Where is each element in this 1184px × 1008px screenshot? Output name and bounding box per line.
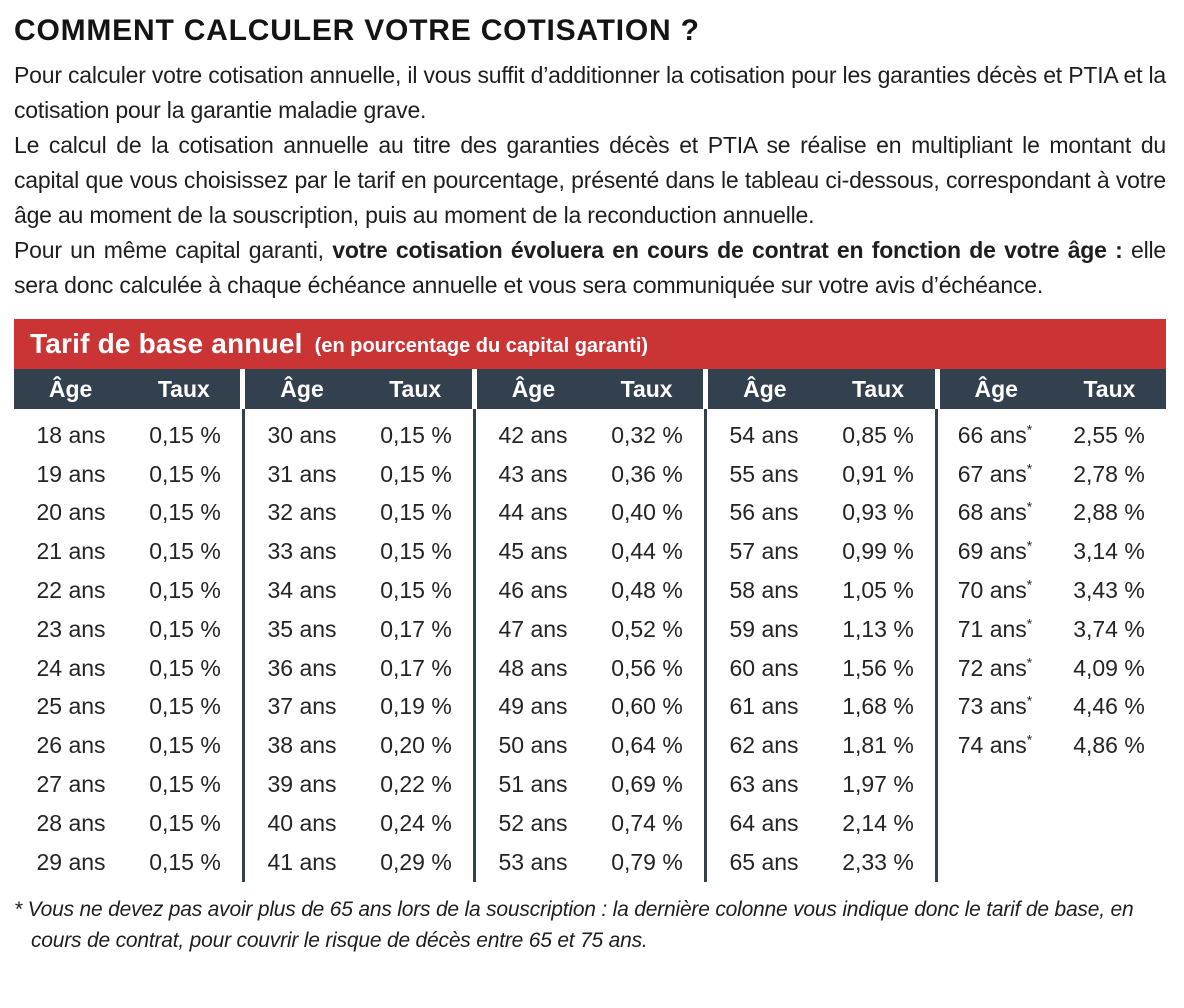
age-cell: 49 ans bbox=[498, 693, 568, 720]
age-cell: 72 ans* bbox=[957, 654, 1033, 681]
rate-cell: 3,74 % bbox=[1073, 615, 1145, 642]
footnote: * Vous ne devez pas avoir plus de 65 ans lors de la souscription : la dernière colonne vous indique donc le tarif de base, en cours de contrat, pour couvrir le risque de décès entre 65 et 75 ans. bbox=[14, 897, 1134, 952]
rate-cell: 2,88 % bbox=[1073, 499, 1145, 526]
rate-cell: 0,15 % bbox=[380, 460, 452, 487]
col-header-rate: Taux bbox=[620, 375, 673, 402]
age-cell: 48 ans bbox=[498, 654, 568, 681]
age-cell: 30 ans bbox=[267, 421, 337, 448]
col-header-rate: Taux bbox=[1083, 375, 1136, 402]
col-header-age: Âge bbox=[743, 375, 787, 402]
rate-cell: 4,46 % bbox=[1073, 693, 1145, 720]
rate-cell: 0,15 % bbox=[149, 577, 221, 604]
table-row bbox=[245, 532, 473, 571]
table-row bbox=[938, 571, 1166, 610]
rate-cell: 0,32 % bbox=[611, 421, 683, 448]
header-group-5 bbox=[935, 369, 1166, 409]
age-cell: 58 ans bbox=[729, 577, 799, 604]
age-cell: 41 ans bbox=[267, 848, 337, 875]
table-row bbox=[476, 688, 704, 727]
table-row bbox=[245, 494, 473, 533]
footnote-star: * bbox=[1026, 692, 1033, 709]
table-row bbox=[245, 688, 473, 727]
age-cell: 52 ans bbox=[498, 809, 568, 836]
age-cell: 27 ans bbox=[36, 771, 106, 798]
age-cell: 62 ans bbox=[729, 732, 799, 759]
table-row bbox=[14, 649, 242, 688]
page-title: COMMENT CALCULER VOTRE COTISATION ? bbox=[14, 14, 700, 47]
rate-cell: 0,15 % bbox=[380, 538, 452, 565]
age-cell: 18 ans bbox=[36, 421, 106, 448]
header-group-2 bbox=[240, 369, 471, 409]
footnote-star: * bbox=[1026, 460, 1033, 477]
table-row bbox=[476, 843, 704, 882]
table-row bbox=[14, 494, 242, 533]
rate-cell: 0,15 % bbox=[149, 848, 221, 875]
footnote-star: * bbox=[1026, 576, 1033, 593]
rate-cell: 0,17 % bbox=[380, 615, 452, 642]
age-cell: 60 ans bbox=[729, 654, 799, 681]
age-cell: 74 ans* bbox=[957, 731, 1033, 759]
rate-cell: 0,56 % bbox=[611, 654, 683, 681]
age-cell: 47 ans bbox=[498, 615, 568, 642]
table-row bbox=[938, 532, 1166, 571]
table-row bbox=[245, 610, 473, 649]
table-row bbox=[938, 494, 1166, 533]
table-row bbox=[938, 649, 1166, 688]
rate-cell: 1,13 % bbox=[842, 615, 914, 642]
age-cell: 44 ans bbox=[498, 499, 568, 526]
table-row bbox=[707, 765, 935, 804]
table-row bbox=[707, 455, 935, 494]
paragraph3-bold: votre cotisation évoluera en cours de contrat en fonction de votre âge : bbox=[332, 237, 1123, 263]
age-cell: 56 ans bbox=[729, 499, 799, 526]
age-cell: 57 ans bbox=[729, 538, 799, 565]
rate-cell: 1,81 % bbox=[842, 732, 914, 759]
rate-cell: 0,15 % bbox=[149, 771, 221, 798]
table-row bbox=[14, 804, 242, 843]
table-row bbox=[476, 455, 704, 494]
rate-cell: 0,48 % bbox=[611, 577, 683, 604]
col-header-rate: Taux bbox=[389, 375, 442, 402]
age-cell: 70 ans* bbox=[957, 576, 1033, 604]
rate-cell: 0,40 % bbox=[611, 499, 683, 526]
table-row bbox=[707, 416, 935, 455]
age-cell: 55 ans bbox=[729, 460, 799, 487]
table-group-3 bbox=[473, 409, 704, 882]
table-row bbox=[938, 455, 1166, 494]
rate-cell: 4,86 % bbox=[1073, 732, 1145, 759]
table-row bbox=[245, 843, 473, 882]
intro-paragraph-3 bbox=[14, 233, 1166, 303]
table-row bbox=[14, 610, 242, 649]
table-row bbox=[14, 571, 242, 610]
age-cell: 71 ans* bbox=[957, 615, 1033, 642]
age-cell: 32 ans bbox=[267, 499, 337, 526]
col-header-age: Âge bbox=[974, 375, 1018, 402]
table-subtitle: (en pourcentage du capital garanti) bbox=[314, 334, 649, 357]
col-header-age: Âge bbox=[511, 375, 556, 402]
footnote-star: * bbox=[1026, 421, 1033, 438]
table-group-1 bbox=[14, 409, 242, 882]
table-row bbox=[14, 455, 242, 494]
table-header-row bbox=[14, 369, 1166, 409]
age-cell: 21 ans bbox=[36, 538, 106, 565]
table-row bbox=[14, 532, 242, 571]
age-cell: 26 ans bbox=[36, 732, 106, 759]
age-cell: 25 ans bbox=[36, 693, 106, 720]
footnote-star: * bbox=[1026, 537, 1033, 554]
age-cell: 59 ans bbox=[729, 615, 799, 642]
rate-cell: 0,19 % bbox=[380, 693, 452, 720]
table-group-2 bbox=[242, 409, 473, 882]
age-cell: 40 ans bbox=[267, 809, 337, 836]
rate-cell: 2,14 % bbox=[842, 809, 914, 836]
header-group-3 bbox=[472, 369, 703, 409]
table-group-5 bbox=[935, 409, 1166, 882]
table-row bbox=[476, 571, 704, 610]
rate-cell: 0,15 % bbox=[149, 538, 221, 565]
rate-cell: 0,60 % bbox=[611, 693, 683, 720]
age-cell: 19 ans bbox=[36, 460, 106, 487]
table-row bbox=[476, 765, 704, 804]
table-row bbox=[245, 416, 473, 455]
table-row bbox=[707, 726, 935, 765]
rate-cell: 0,15 % bbox=[149, 654, 221, 681]
table-row bbox=[938, 610, 1166, 649]
rate-cell: 0,17 % bbox=[380, 654, 452, 681]
intro-paragraph-2: Le calcul de la cotisation annuelle au titre des garanties décès et PTIA se réalise en multipliant le montant du capital que vous choisissez par le tarif en pourcentage, présenté dans le tableau ci-dessous, correspondant à votre âge au moment de la souscription, puis au moment de la reconduction annuelle. bbox=[14, 132, 1166, 228]
age-cell: 34 ans bbox=[267, 577, 337, 604]
age-cell: 53 ans bbox=[498, 848, 568, 875]
rate-cell: 1,56 % bbox=[842, 654, 914, 681]
age-cell: 50 ans bbox=[498, 732, 568, 759]
age-cell: 64 ans bbox=[729, 809, 799, 836]
rate-cell: 0,15 % bbox=[380, 577, 452, 604]
age-cell: 24 ans bbox=[36, 654, 106, 681]
header-group-4 bbox=[703, 369, 934, 409]
table-row bbox=[707, 843, 935, 882]
age-cell: 73 ans* bbox=[957, 692, 1033, 720]
rate-cell: 0,22 % bbox=[380, 771, 452, 798]
table-row bbox=[14, 726, 242, 765]
table-row bbox=[707, 494, 935, 533]
rate-cell: 0,29 % bbox=[380, 848, 452, 875]
table-group-4 bbox=[704, 409, 935, 882]
table-row bbox=[476, 649, 704, 688]
rate-cell: 0,79 % bbox=[611, 848, 683, 875]
age-cell: 65 ans bbox=[729, 848, 799, 875]
rate-cell: 0,69 % bbox=[611, 771, 683, 798]
age-cell: 28 ans bbox=[36, 809, 106, 836]
tariff-table bbox=[14, 319, 1166, 882]
age-cell: 66 ans* bbox=[957, 421, 1033, 448]
paragraph3-start: Pour un même capital garanti, bbox=[14, 237, 333, 263]
rate-cell: 0,85 % bbox=[842, 421, 914, 448]
footnote-star: * bbox=[1026, 615, 1033, 632]
table-row bbox=[476, 804, 704, 843]
table-row bbox=[14, 843, 242, 882]
table-row bbox=[707, 804, 935, 843]
footnote-star: * bbox=[1026, 731, 1033, 748]
rate-cell: 0,15 % bbox=[149, 460, 221, 487]
table-row bbox=[14, 765, 242, 804]
age-cell: 23 ans bbox=[36, 615, 106, 642]
rate-cell: 0,93 % bbox=[842, 499, 914, 526]
age-cell: 43 ans bbox=[498, 460, 568, 487]
rate-cell: 0,15 % bbox=[149, 421, 221, 448]
rate-cell: 3,14 % bbox=[1073, 538, 1145, 565]
table-row bbox=[707, 571, 935, 610]
rate-cell: 0,15 % bbox=[149, 499, 221, 526]
age-cell: 33 ans bbox=[267, 538, 337, 565]
table-row bbox=[938, 416, 1166, 455]
header-group-1 bbox=[14, 369, 240, 409]
rate-cell: 1,97 % bbox=[842, 771, 914, 798]
table-row bbox=[245, 765, 473, 804]
rate-cell: 1,68 % bbox=[842, 693, 914, 720]
rate-cell: 0,52 % bbox=[611, 615, 683, 642]
age-cell: 39 ans bbox=[267, 771, 337, 798]
rate-cell: 0,24 % bbox=[380, 809, 452, 836]
age-cell: 69 ans* bbox=[957, 537, 1033, 565]
table-row bbox=[476, 610, 704, 649]
rate-cell: 0,99 % bbox=[842, 538, 914, 565]
age-cell: 31 ans bbox=[267, 460, 337, 487]
age-cell: 35 ans bbox=[267, 615, 337, 642]
rate-cell: 4,09 % bbox=[1073, 654, 1145, 681]
age-cell: 63 ans bbox=[729, 771, 799, 798]
footnote-star: * bbox=[1026, 498, 1033, 515]
rate-cell: 0,15 % bbox=[380, 421, 452, 448]
table-row bbox=[707, 610, 935, 649]
rate-cell: 0,15 % bbox=[149, 732, 221, 759]
table-row bbox=[707, 532, 935, 571]
col-header-age: Âge bbox=[48, 375, 93, 402]
table-row bbox=[14, 416, 242, 455]
table-row bbox=[245, 726, 473, 765]
col-header-rate: Taux bbox=[157, 375, 210, 402]
rate-cell: 2,78 % bbox=[1073, 460, 1145, 487]
age-cell: 20 ans bbox=[36, 499, 106, 526]
rate-cell: 2,33 % bbox=[842, 848, 914, 875]
footnote-star: * bbox=[1026, 654, 1033, 671]
rate-cell: 3,43 % bbox=[1073, 577, 1145, 604]
rate-cell: 1,05 % bbox=[842, 577, 914, 604]
table-body bbox=[14, 409, 1166, 882]
table-row bbox=[14, 688, 242, 727]
intro-paragraph-1: Pour calculer votre cotisation annuelle, il vous suffit d’additionner la cotisation pour les garanties décès et PTIA et la cotisation pour la garantie maladie grave. bbox=[14, 62, 1166, 123]
table-row bbox=[707, 649, 935, 688]
rate-cell: 0,36 % bbox=[611, 460, 683, 487]
rate-cell: 2,55 % bbox=[1073, 421, 1145, 448]
rate-cell: 0,15 % bbox=[149, 809, 221, 836]
table-title-bar bbox=[14, 319, 1166, 369]
age-cell: 51 ans bbox=[498, 771, 568, 798]
age-cell: 46 ans bbox=[498, 577, 568, 604]
age-cell: 54 ans bbox=[729, 421, 799, 448]
rate-cell: 0,15 % bbox=[149, 615, 221, 642]
rate-cell: 0,91 % bbox=[842, 460, 914, 487]
rate-cell: 0,20 % bbox=[380, 732, 452, 759]
age-cell: 61 ans bbox=[729, 693, 799, 720]
age-cell: 36 ans bbox=[267, 654, 337, 681]
table-row bbox=[476, 726, 704, 765]
age-cell: 45 ans bbox=[498, 538, 568, 565]
rate-cell: 0,44 % bbox=[611, 538, 683, 565]
rate-cell: 0,15 % bbox=[380, 499, 452, 526]
age-cell: 29 ans bbox=[36, 848, 106, 875]
table-row bbox=[707, 688, 935, 727]
table-row bbox=[245, 571, 473, 610]
age-cell: 68 ans* bbox=[957, 498, 1033, 526]
col-header-rate: Taux bbox=[852, 375, 905, 402]
table-row bbox=[245, 455, 473, 494]
paragraph3-end: elle sera donc calculée à chaque échéance annuelle et vous sera communiquée sur votre avis d’échéance. bbox=[14, 237, 1166, 298]
table-row bbox=[938, 726, 1166, 765]
age-cell: 67 ans* bbox=[957, 460, 1033, 487]
age-cell: 37 ans bbox=[267, 693, 337, 720]
age-cell: 38 ans bbox=[267, 732, 337, 759]
table-title: Tarif de base annuel bbox=[30, 328, 303, 359]
rate-cell: 0,64 % bbox=[611, 732, 683, 759]
rate-cell: 0,74 % bbox=[611, 809, 683, 836]
table-row bbox=[476, 416, 704, 455]
age-cell: 22 ans bbox=[36, 577, 106, 604]
table-row bbox=[245, 649, 473, 688]
table-row bbox=[245, 804, 473, 843]
table-row bbox=[938, 688, 1166, 727]
age-cell: 42 ans bbox=[498, 421, 568, 448]
rate-cell: 0,15 % bbox=[149, 693, 221, 720]
col-header-age: Âge bbox=[280, 375, 324, 402]
table-row bbox=[476, 494, 704, 533]
table-row bbox=[476, 532, 704, 571]
